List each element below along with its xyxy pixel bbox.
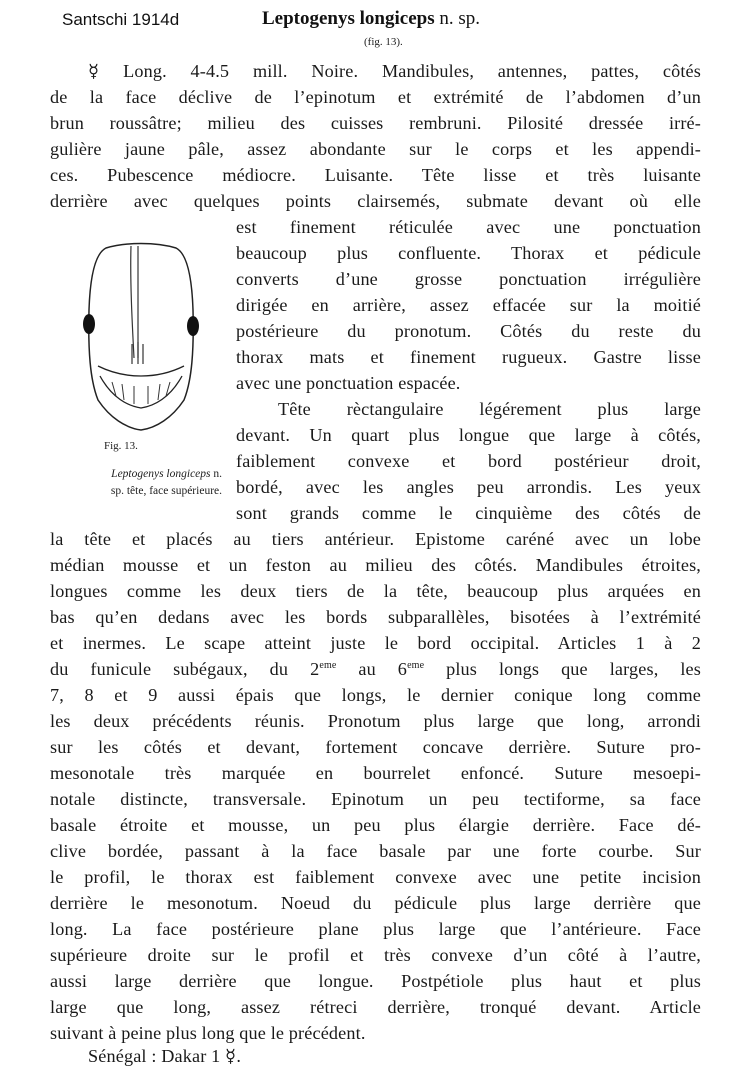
text-line: basale étroite et mousse, un peu plus élargie derrière. Face dé- xyxy=(50,815,701,835)
clypeus-margin xyxy=(98,366,184,376)
text-line: le profil, le thorax est faiblement convexe avec une petite incision xyxy=(50,867,701,887)
species-name: Leptogenys longiceps xyxy=(262,8,435,29)
text-line: mesonotale très marquée en bourrelet enfoncé. Suture mesoepi- xyxy=(50,763,701,783)
text-line: ☿ Long. 4-4.5 mill. Noire. Mandibules, antennes, pattes, côtés xyxy=(88,61,701,81)
text-line: supérieure droite sur le profil et très convexe d’un côté à l’autre, xyxy=(50,945,701,965)
left-eye xyxy=(83,314,95,334)
text-line: dirigée en arrière, assez effacée sur la moitié xyxy=(236,295,701,315)
locality-line: Sénégal : Dakar 1 ☿. xyxy=(88,1046,242,1066)
mandibles xyxy=(100,376,182,408)
text-line: clive bordée, passant à la face basale par une forte courbe. Sur xyxy=(50,841,701,861)
text-line: bas qu’en dedans avec les bords subparallèles, bisotées à l’extrémité xyxy=(50,607,701,627)
text-line: notale distincte, transversale. Epinotum un peu tectiforme, sa face xyxy=(50,789,701,809)
caption-text: sp. tête, face supérieure. xyxy=(110,485,222,497)
text-line: bordé, avec les angles peu arrondis. Les yeux xyxy=(236,477,701,497)
text-line: gulière jaune pâle, assez abondante sur le corps et les appendi- xyxy=(50,139,701,159)
text-line: large que long, assez rétreci derrière, tronqué devant. Article xyxy=(50,997,701,1017)
text-line: 7, 8 et 9 aussi épais que longs, le dernier conique long comme xyxy=(50,685,701,705)
text-line: postérieure du pronotum. Côtés du reste du xyxy=(236,321,701,341)
right-eye xyxy=(187,316,199,336)
caption-species: Leptogenys longiceps xyxy=(111,468,211,480)
text-line: longues comme les deux tiers de la tête, beaucoup plus arquées en xyxy=(50,581,701,601)
head-outline xyxy=(89,244,193,431)
text-line: ces. Pubescence médiocre. Luisante. Tête lisse et très luisante xyxy=(50,165,701,185)
species-title xyxy=(262,8,480,30)
caption-text: n. xyxy=(210,468,222,480)
text-line: les deux précédents réunis. Pronotum plus large que long, arrondi xyxy=(50,711,701,731)
text-line: derrière avec quelques points clairsemés, submate devant où elle xyxy=(50,191,701,211)
text-line: long. La face postérieure plane plus large que l’antérieure. Face xyxy=(50,919,701,939)
text-line xyxy=(50,659,701,680)
text-line: faiblement convexe et bord postérieur droit, xyxy=(236,451,701,471)
text-line: et inermes. Le scape atteint juste le bord occipital. Articles 1 à 2 xyxy=(50,633,701,653)
text-line: Tête rèctangulaire légérement plus large xyxy=(278,399,701,419)
text-segment: au 6 xyxy=(336,659,408,679)
text-line: sont grands comme le cinquième des côtés de xyxy=(236,503,701,523)
text-line: thorax mats et finement rugueux. Gastre lisse xyxy=(236,347,701,367)
superscript: eme xyxy=(407,660,425,671)
text-line: est finement réticulée avec une ponctuation xyxy=(236,217,701,237)
text-line: médian mousse et un feston au milieu des côtés. Mandibules étroites, xyxy=(50,555,701,575)
text-segment: du funicule subégaux, du 2 xyxy=(50,659,320,679)
text-line: sur les côtés et devant, fortement concave derrière. Suture pro- xyxy=(50,737,701,757)
figure-caption xyxy=(52,466,222,500)
text-line: suivant à peine plus long que le précédent. xyxy=(50,1023,366,1043)
figure-reference: (fig. 13). xyxy=(364,36,403,48)
text-line: converts d’une grosse ponctuation irrégulière xyxy=(236,269,701,289)
figure-label: Fig. 13. xyxy=(104,440,138,452)
species-suffix: n. sp. xyxy=(434,8,481,29)
text-segment: plus longs que larges, les xyxy=(424,659,702,679)
text-line: la tête et placés au tiers antérieur. Epistome caréné avec un lobe xyxy=(50,529,701,549)
text-line: devant. Un quart plus longue que large à côtés, xyxy=(236,425,701,445)
superscript: eme xyxy=(319,660,337,671)
citation-label: Santschi 1914d xyxy=(62,10,180,29)
frontal-carina-left xyxy=(131,246,134,358)
text-line: brun roussâtre; milieu des cuisses rembruni. Pilosité dressée irré- xyxy=(50,113,701,133)
text-line: aussi large derrière que longue. Postpétiole plus haut et plus xyxy=(50,971,701,991)
text-line: de la face déclive de l’epinotum et extrémité de l’abdomen d’un xyxy=(50,87,701,107)
text-line: beaucoup plus confluente. Thorax et pédicule xyxy=(236,243,701,263)
ant-head-figure xyxy=(76,240,206,436)
text-line: derrière le mesonotum. Noeud du pédicule plus large derrière que xyxy=(50,893,701,913)
text-line: avec une ponctuation espacée. xyxy=(236,373,461,393)
